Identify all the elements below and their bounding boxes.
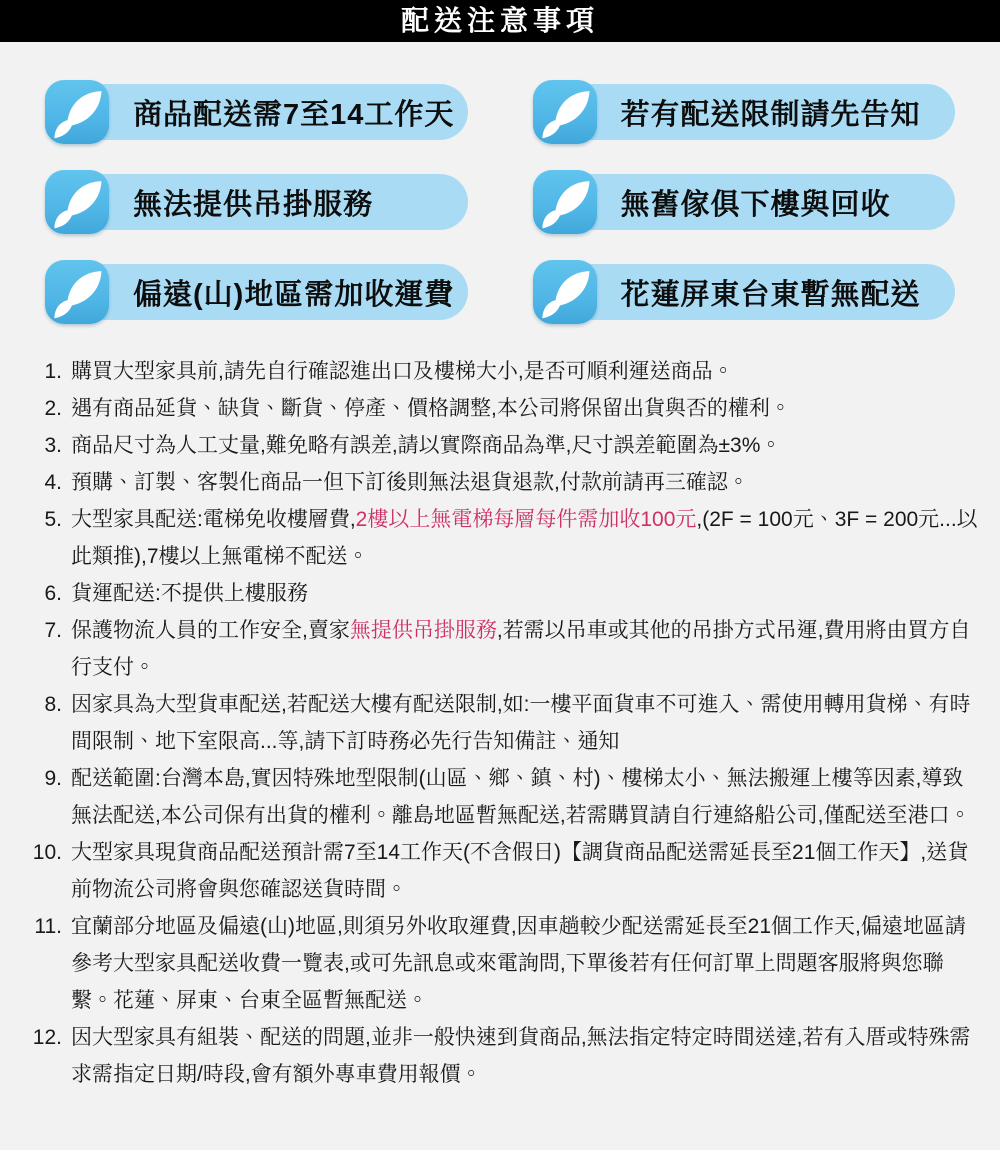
note-item: [22, 390, 980, 427]
note-text-segment: 貨運配送:不提供上樓服務: [71, 582, 308, 605]
note-number: 3.: [44, 434, 62, 457]
badge-label: 無舊傢俱下樓與回收: [620, 188, 891, 221]
delivery-notes-list: [22, 353, 980, 1093]
badge-label: 商品配送需7至14工作天: [133, 98, 455, 131]
note-text-segment: 商品尺寸為人工丈量,難免略有誤差,請以實際商品為準,尺寸誤差範圍為±3%。: [71, 434, 782, 457]
note-item: [22, 1019, 980, 1093]
badge-grid: [45, 80, 955, 324]
note-text: [71, 908, 980, 1019]
note-text-segment: ,若需以吊車或其他的吊掛方式吊運,費用將由買方自行支付。: [71, 619, 971, 679]
note-number: 7.: [44, 619, 62, 642]
note-text-segment: 因大型家具有組裝、配送的問題,並非一般快速到貨商品,無法指定特定時間送達,若有入厝或特殊需求需指定日期/時段,會有額外專車費用報價。: [71, 1026, 971, 1086]
leaf-icon: [533, 80, 597, 144]
note-text-highlight: 2樓以上無電梯每層每件需加收100元: [355, 508, 697, 531]
note-text: [71, 612, 980, 686]
note-text: [71, 501, 980, 575]
leaf-icon: [45, 170, 109, 234]
delivery-badge: [45, 80, 468, 144]
note-text: [71, 427, 980, 464]
leaf-icon: [533, 260, 597, 324]
leaf-icon: [533, 170, 597, 234]
note-number: 4.: [44, 471, 62, 494]
note-item: [22, 686, 980, 760]
page-title: 配送注意事項: [400, 5, 599, 36]
delivery-badge: [45, 170, 468, 234]
badge-label: 花蓮屏東台東暫無配送: [620, 278, 921, 311]
note-text-segment: 遇有商品延貨、缺貨、斷貨、停產、價格調整,本公司將保留出貨與否的權利。: [71, 397, 791, 420]
note-item: [22, 908, 980, 1019]
note-item: [22, 612, 980, 686]
note-text: [71, 390, 980, 427]
note-text-segment: 預購、訂製、客製化商品一但下訂後則無法退貨退款,付款前請再三確認。: [71, 471, 749, 494]
leaf-icon: [45, 260, 109, 324]
note-number: 6.: [44, 582, 62, 605]
note-item: [22, 353, 980, 390]
note-text-segment: 大型家具配送:電梯免收樓層費,: [71, 508, 356, 531]
delivery-badge: [533, 80, 956, 144]
note-text: [71, 464, 980, 501]
note-item: [22, 575, 980, 612]
note-item: [22, 760, 980, 834]
badge-label: 無法提供吊掛服務: [133, 188, 374, 221]
note-item: [22, 464, 980, 501]
note-text: [71, 760, 980, 834]
note-text-segment: 因家具為大型貨車配送,若配送大樓有配送限制,如:一樓平面貨車不可進入、需使用轉用貨梯、有時間限制、地下室限高...等,請下訂時務必先行告知備註、通知: [71, 693, 971, 753]
note-number: 12.: [32, 1026, 62, 1049]
note-text: [71, 686, 980, 760]
note-number: 10.: [32, 841, 62, 864]
note-text-segment: 保護物流人員的工作安全,賣家: [71, 619, 350, 642]
note-number: 9.: [44, 767, 62, 790]
note-text-highlight: 無提供吊掛服務: [349, 619, 497, 642]
section-header: [0, 0, 1000, 42]
delivery-badge: [533, 260, 956, 324]
note-text: [71, 575, 980, 612]
badge-label: 偏遠(山)地區需加收運費: [133, 278, 455, 311]
note-text: [71, 353, 980, 390]
note-text-segment: 購買大型家具前,請先自行確認進出口及樓梯大小,是否可順利運送商品。: [71, 360, 734, 383]
note-number: 2.: [44, 397, 62, 420]
note-number: 5.: [44, 508, 62, 531]
note-text: [71, 834, 980, 908]
note-text-segment: ,(2F = 100元、3F = 200元...以此類推),7樓以上無電梯不配送。: [71, 508, 978, 568]
delivery-badge: [45, 260, 468, 324]
note-number: 1.: [44, 360, 62, 383]
note-text-segment: 配送範圍:台灣本島,實因特殊地型限制(山區、鄉、鎮、村)、樓梯太小、無法搬運上樓等因素,導致無法配送,本公司保有出貨的權利。離島地區暫無配送,若需購買請自行連絡船公司,僅配送至港口。: [71, 767, 971, 827]
note-text-segment: 大型家具現貨商品配送預計需7至14工作天(不含假日)【調貨商品配送需延長至21個工作天】,送貨前物流公司將會與您確認送貨時間。: [71, 841, 969, 901]
note-number: 11.: [34, 915, 62, 938]
note-number: 8.: [44, 693, 62, 716]
badge-label: 若有配送限制請先告知: [620, 98, 921, 131]
delivery-badge: [533, 170, 956, 234]
note-text: [71, 1019, 980, 1093]
note-item: [22, 427, 980, 464]
note-text-segment: 宜蘭部分地區及偏遠(山)地區,則須另外收取運費,因車趟較少配送需延長至21個工作天,偏遠地區請參考大型家具配送收費一覽表,或可先訊息或來電詢問,下單後若有任何訂單上問題客服將與您聯繫。花蓮、屏東、台東全區暫無配送。: [71, 915, 966, 1012]
leaf-icon: [45, 80, 109, 144]
note-item: [22, 501, 980, 575]
note-item: [22, 834, 980, 908]
